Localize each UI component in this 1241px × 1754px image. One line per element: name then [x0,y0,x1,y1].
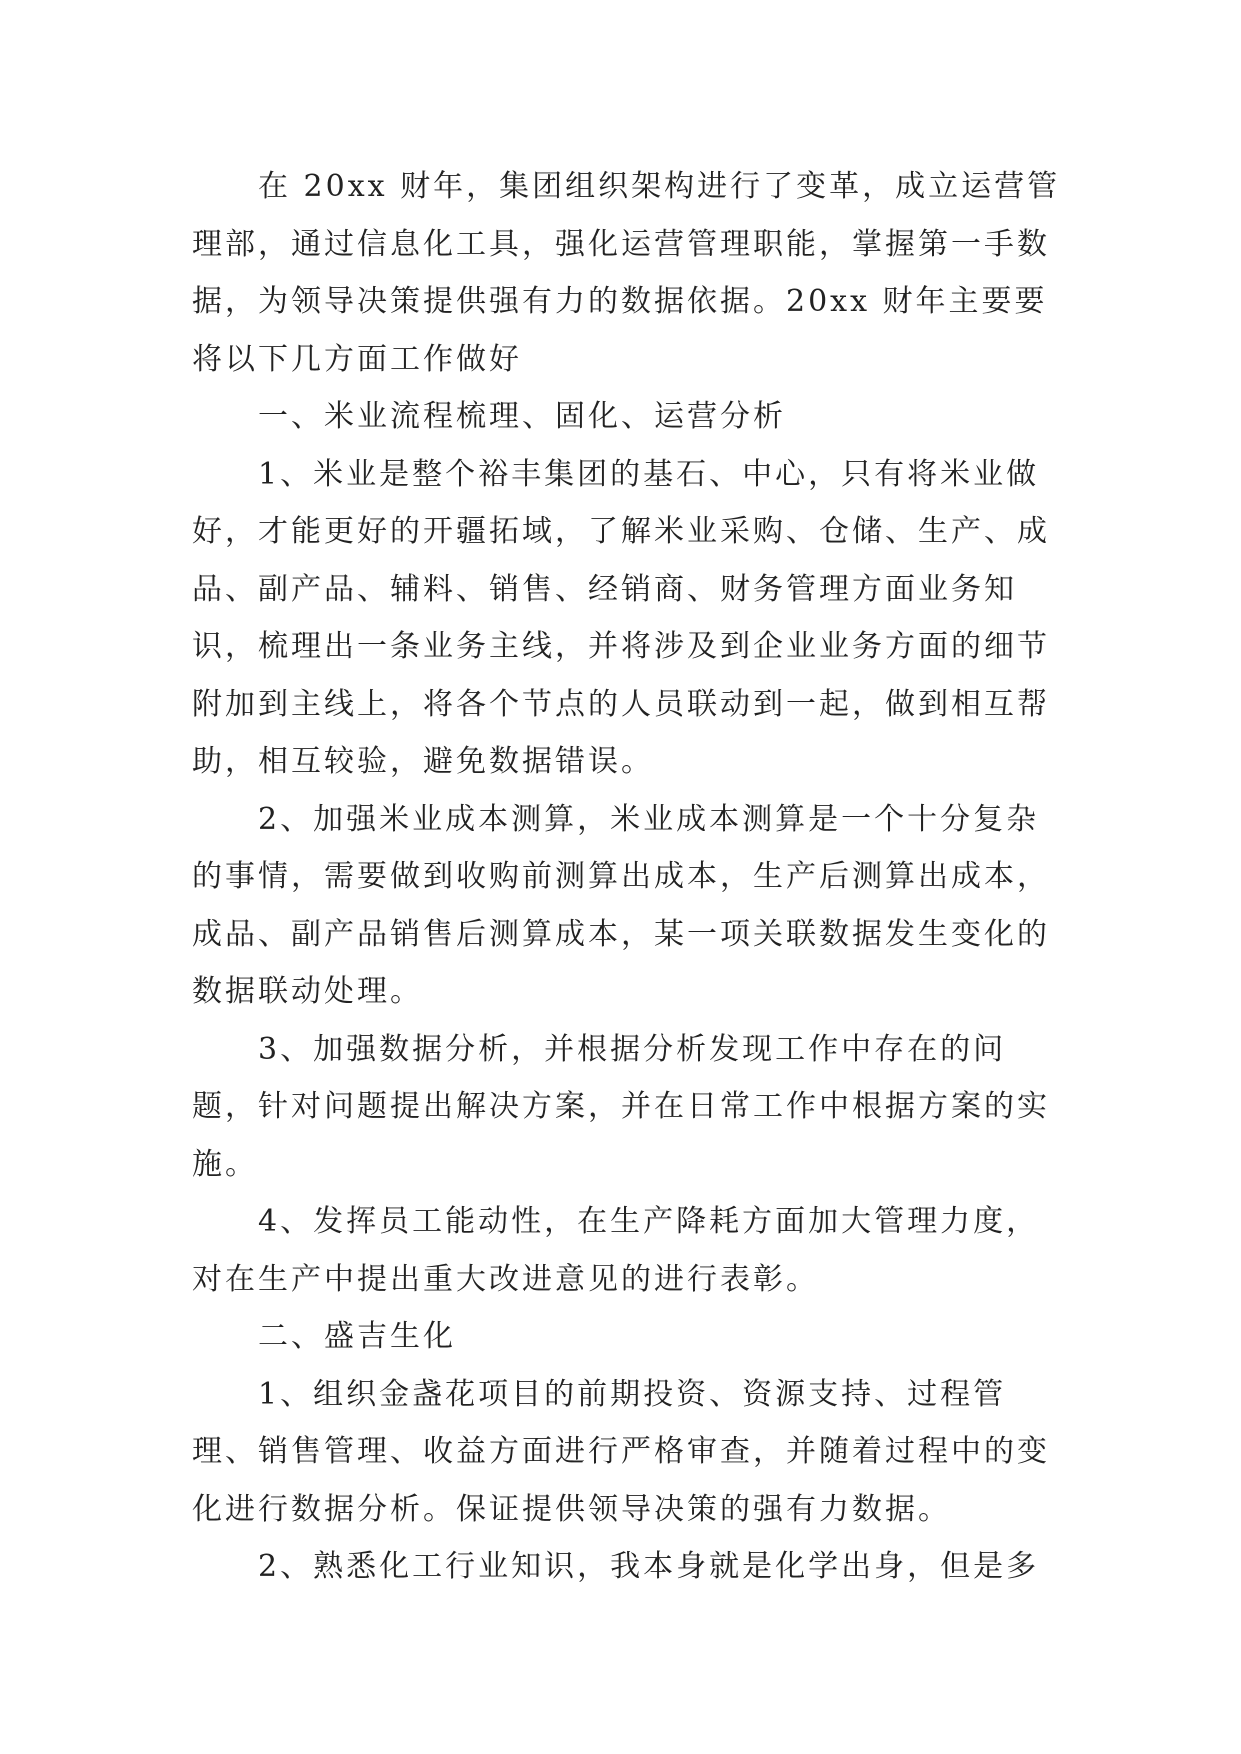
section-heading-shengji: 二、盛吉生化 [258,1319,456,1354]
paragraph-rice-item-1: 1、米业是整个裕丰集团的基石、中心，只有将米业做好，才能更好的开疆拓域，了解米业采购、仓储、生产、成品、副产品、辅料、销售、经销商、财务管理方面业务知识，梳理出一条业务主线，并将涉及到企业业务方面的细节附加到主线上，将各个节点的人员联动到一起，做到相互帮助，相互较验，避免数据错误。 [192,456,1050,779]
section-heading-rice-industry: 一、米业流程梳理、固化、运营分析 [258,399,786,434]
paragraph-intro: 在 20xx 财年，集团组织架构进行了变革，成立运营管理部，通过信息化工具，强化运营管理职能，掌握第一手数据，为领导决策提供强有力的数据依据。20xx 财年主要要将以下几方面工作做好 [192,169,1061,377]
paragraph-shengji-item-2: 2、熟悉化工行业知识，我本身就是化学出身，但是多 [258,1549,1040,1584]
paragraph-rice-item-4: 4、发挥员工能动性，在生产降耗方面加大管理力度，对在生产中提出重大改进意见的进行表彰。 [192,1204,1040,1297]
document-body [192,158,1062,1596]
paragraph-rice-item-2: 2、加强米业成本测算，米业成本测算是一个十分复杂的事情，需要做到收购前测算出成本，生产后测算出成本，成品、副产品销售后测算成本，某一项关联数据发生变化的数据联动处理。 [192,801,1050,1009]
paragraph-rice-item-3: 3、加强数据分析，并根据分析发现工作中存在的问题，针对问题提出解决方案，并在日常工作中根据方案的实施。 [192,1031,1050,1182]
paragraph-shengji-item-1: 1、组织金盏花项目的前期投资、资源支持、过程管理、销售管理、收益方面进行严格审查，并随着过程中的变化进行数据分析。保证提供领导决策的强有力数据。 [192,1376,1050,1527]
